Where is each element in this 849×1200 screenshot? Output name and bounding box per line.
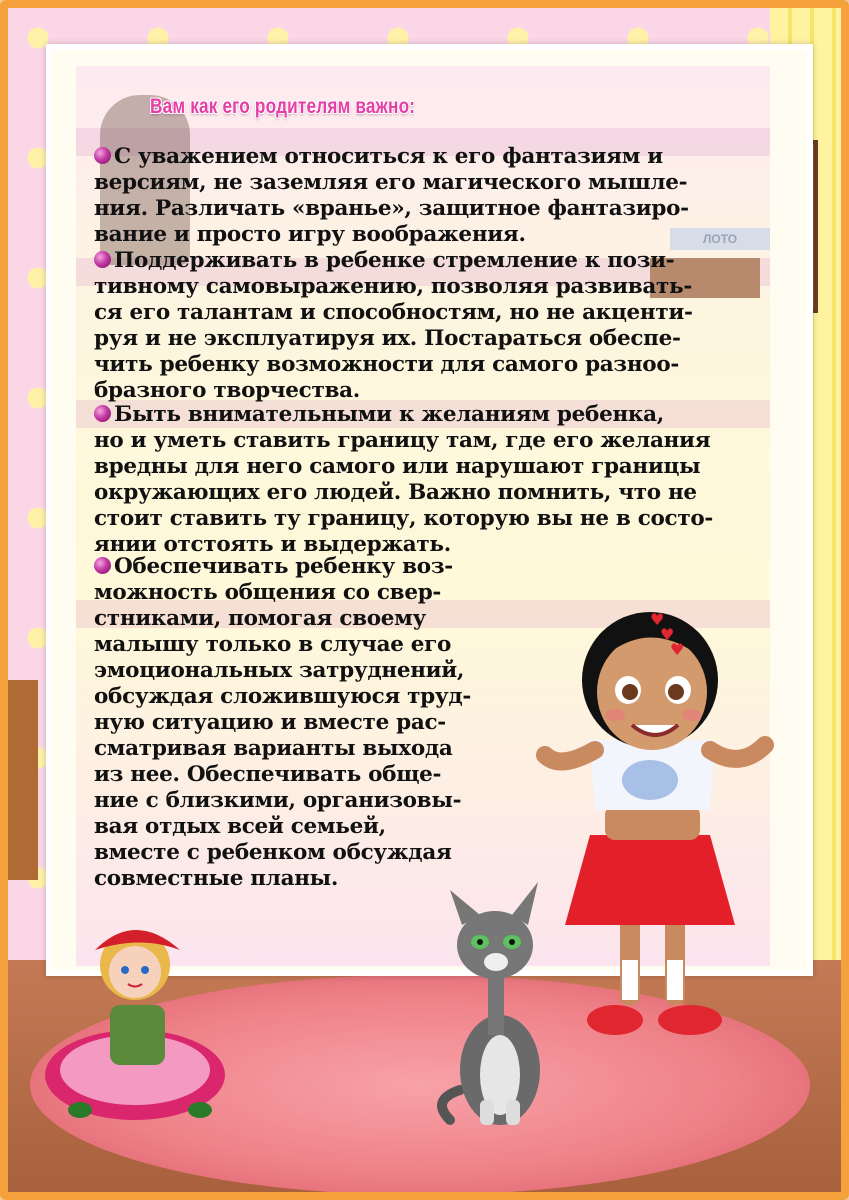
text-line: стоит ставить ту границу, которую вы не в состо- bbox=[94, 506, 714, 531]
bullet-icon bbox=[94, 557, 111, 574]
bullet-icon bbox=[94, 405, 111, 422]
text-line: стниками, помогая своему bbox=[94, 606, 427, 631]
text-line: сматривая варианты выхода bbox=[94, 736, 453, 761]
paragraph-2 bbox=[94, 248, 693, 404]
svg-text:♥: ♥ bbox=[660, 625, 675, 644]
svg-text:♥: ♥ bbox=[650, 610, 665, 629]
text-line: С уважением относиться к его фантазиям и bbox=[114, 144, 663, 169]
svg-text:♥: ♥ bbox=[670, 640, 685, 659]
doll-illustration bbox=[40, 910, 240, 1130]
text-line: версиям, не заземляя его магического мышле- bbox=[94, 170, 688, 195]
text-line: Обеспечивать ребенку воз- bbox=[114, 554, 453, 579]
text-line: обсуждая сложившуюся труд- bbox=[94, 684, 472, 709]
text-line: чить ребенку возможности для самого разнoo- bbox=[94, 352, 679, 377]
text-line: тивному самовыражению, позволяя развивать- bbox=[94, 274, 692, 299]
text-line: ние с близкими, организовы- bbox=[94, 788, 462, 813]
text-line: вая отдых всей семьей, bbox=[94, 814, 386, 839]
text-line: Быть внимательными к желаниям ребенка, bbox=[114, 402, 664, 427]
text-line: руя и не эксплуатируя их. Постараться обеспе- bbox=[94, 326, 681, 351]
text-line: малышу только в случае его bbox=[94, 632, 452, 657]
text-line: ную ситуацию и вместе рас- bbox=[94, 710, 446, 735]
lotto-box-label: ЛОТО bbox=[670, 228, 770, 250]
text-line: из нее. Обеспечивать обще- bbox=[94, 762, 442, 787]
text-line: можность общения со свер- bbox=[94, 580, 442, 605]
bullet-icon bbox=[94, 147, 111, 164]
text-line: ния. Различать «вранье», защитное фантазиро- bbox=[94, 196, 689, 221]
page-heading: Вам как его родителям важно: bbox=[150, 95, 416, 118]
text-line: эмоциональных затруднений, bbox=[94, 658, 465, 683]
text-line: вместе с ребенком обсуждая bbox=[94, 840, 452, 865]
paragraph-1 bbox=[94, 144, 689, 248]
text-line: окружающих его людей. Важно помнить, что не bbox=[94, 480, 697, 505]
table-decoration bbox=[8, 680, 38, 880]
cat-illustration bbox=[420, 870, 570, 1130]
bullet-icon bbox=[94, 251, 111, 268]
text-line: янии отстоять и выдержать. bbox=[94, 532, 451, 557]
paragraph-4 bbox=[94, 554, 471, 892]
text-line: ся его талантам и способностям, но не акценти- bbox=[94, 300, 693, 325]
text-line: вание и просто игру воображения. bbox=[94, 222, 526, 247]
text-line: но и уметь ставить границу там, где его желания bbox=[94, 428, 711, 453]
text-line: Поддерживать в ребенке стремление к пози- bbox=[114, 248, 675, 273]
paragraph-3 bbox=[94, 402, 713, 558]
text-line: вредны для него самого или нарушают границы bbox=[94, 454, 701, 479]
text-line: бразного творчества. bbox=[94, 378, 360, 403]
text-line: совместные планы. bbox=[94, 866, 339, 891]
